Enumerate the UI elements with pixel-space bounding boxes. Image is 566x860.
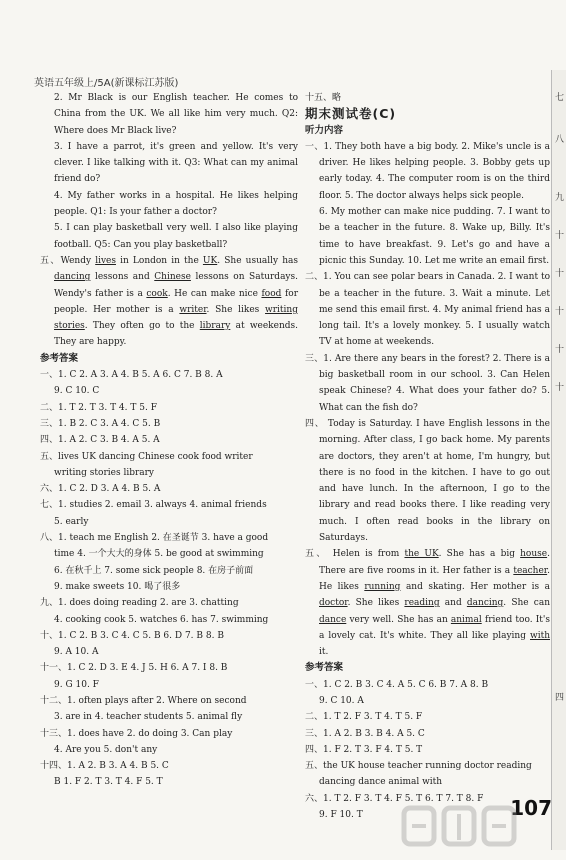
answers-title: 参考答案 bbox=[305, 662, 344, 674]
answers-title: 参考答案 bbox=[40, 352, 79, 364]
edge-char: 七 bbox=[554, 93, 564, 103]
page-number: 107 bbox=[510, 796, 552, 820]
test-title: 期末测试卷(C) bbox=[305, 106, 397, 122]
answer-line: 9. C 10. A bbox=[319, 695, 364, 706]
text-line: 6. My mother can make nice pudding. 7. I want to be a teacher in the future. 8. Wake up, Billy. It's time to have breakfast. 9. Let's go and have a picnic this Sunday. 10. Let me write an email first. bbox=[319, 207, 550, 266]
story-paragraph: 五、Wendy lives in London in the UK. She usually has dancing lessons and Chinese lessons on Saturdays. Wendy's father is a cook. He can make nice food for people. Her mother is a writer. She likes writing stories. They often go to the library at weekends. They are happy. bbox=[40, 255, 298, 348]
answer-line: 6. 在秋千上 7. some sick people 8. 在房子前面 bbox=[54, 565, 254, 576]
answer-line: 十、1. C 2. B 3. C 4. C 5. B 6. D 7. B 8. B bbox=[40, 630, 224, 641]
text-line: 4. My father works in a hospital. He likes helping people. Q1: Is your father a doctor? bbox=[54, 190, 298, 218]
answer-line: 四、1. A 2. C 3. B 4. A 5. A bbox=[40, 435, 160, 446]
answer-line: 三、1. B 2. C 3. A 4. C 5. B bbox=[40, 418, 161, 429]
answer-line: 9. A 10. A bbox=[54, 647, 99, 658]
answer-line: 9. make sweets 10. 喝了很多 bbox=[54, 581, 181, 592]
right-column bbox=[305, 90, 550, 823]
answer-line: 4. Are you 5. don't any bbox=[54, 744, 158, 755]
text-line: 十五、略 bbox=[305, 93, 342, 103]
answer-line: 八、1. teach me English 2. 在圣诞节 3. have a good bbox=[40, 533, 269, 544]
answer-line: 三、1. A 2. B 3. B 4. A 5. C bbox=[305, 728, 425, 739]
answer-line: B 1. F 2. T 3. T 4. F 5. T bbox=[54, 777, 163, 788]
answer-line: 9. G 10. F bbox=[54, 679, 99, 690]
text-line: 四、 Today is Saturday. I have English lessons in the morning. After class, I go back home. My parents are doctors, they aren't at home, I'm hungry, but there is no food in the kitchen. I have to go out and have lunch. In the afternoon, I go to the library and read books there. I like reading very much. I often read books in the library on Saturdays. bbox=[305, 418, 550, 544]
text-line: 5. I can play basketball very well. I also like playing football. Q5: Can you play basketball? bbox=[54, 223, 298, 250]
answer-line: 四、1. F 2. T 3. F 4. T 5. T bbox=[305, 744, 423, 755]
answer-line: 4. cooking cook 5. watches 6. has 7. swimming bbox=[54, 614, 269, 625]
answer-line: 9. F 10. T bbox=[319, 810, 363, 821]
story-paragraph: 五、 Helen is from the UK. She has a big house. There are five rooms in it. Her father is a teacher. He likes running and skating. Her mother is a doctor. She likes reading and dancing. She can dance very well. She has an animal friend too. It's a lovely cat. It's white. They all like playing with it. bbox=[305, 549, 550, 658]
edge-char: 十 bbox=[554, 269, 564, 279]
text-line: 二、1. You can see polar bears in Canada. 2. I want to be a teacher in the future. 3. Wait a minute. Let me send this email first. 4. My animal friend has a long tail. It's a lovely monkey. 5. I usually watch TV at home at weekends. bbox=[305, 272, 550, 348]
edge-char: 十 bbox=[554, 345, 564, 355]
answer-line: 一、1. C 2. A 3. A 4. B 5. A 6. C 7. B 8. A bbox=[40, 370, 223, 381]
answer-line: dancing dance animal with bbox=[319, 777, 443, 788]
answer-line: writing stories library bbox=[54, 467, 155, 478]
page-header: 英语五年级上/5A(新课标江苏版) bbox=[34, 78, 179, 89]
answer-line: 十一、1. C 2. D 3. E 4. J 5. H 6. A 7. I 8. B bbox=[40, 663, 228, 674]
answer-line: 二、1. T 2. T 3. T 4. T 5. F bbox=[40, 402, 157, 413]
edge-char: 十 bbox=[554, 231, 564, 241]
edge-char: 十 bbox=[554, 383, 564, 393]
answer-line: 五、lives UK dancing Chinese cook food writer bbox=[40, 451, 253, 462]
adjacent-page-edge bbox=[551, 70, 566, 850]
answer-line: 十四、1. A 2. B 3. A 4. B 5. C bbox=[40, 761, 169, 772]
edge-char: 四 bbox=[554, 693, 564, 703]
answer-line: 二、1. T 2. F 3. T 4. T 5. F bbox=[305, 712, 423, 723]
answer-line: 九、1. does doing reading 2. are 3. chatting bbox=[40, 598, 239, 609]
edge-char: 九 bbox=[554, 193, 564, 203]
text-line: 一、1. They both have a big body. 2. Mike's uncle is a driver. He likes helping people. 3. Bobby gets up early today. 4. The computer room is on the third floor. 5. The doctor always helps sick people. bbox=[305, 141, 550, 201]
left-column bbox=[40, 90, 298, 791]
answer-line: 5. early bbox=[54, 516, 89, 527]
text-line: 3. I have a parrot, it's green and yellow. It's very clever. I like talking with it. Q3: What can my animal friend do? bbox=[54, 141, 298, 185]
answer-line: 五、the UK house teacher running doctor reading bbox=[305, 761, 532, 772]
text-line: 2. Mr Black is our English teacher. He comes to China from the UK. We all like him very much. Q2: Where does Mr Black live? bbox=[54, 93, 298, 136]
edge-char: 八 bbox=[554, 135, 564, 145]
answer-line: 3. are in 4. teacher students 5. animal fly bbox=[54, 712, 243, 723]
answer-line: 9. C 10. C bbox=[54, 386, 100, 397]
answer-line: 十二、1. often plays after 2. Where on second bbox=[40, 695, 247, 706]
answer-line: 一、1. C 2. B 3. C 4. A 5. C 6. B 7. A 8. B bbox=[305, 679, 489, 690]
answer-line: 七、1. studies 2. email 3. always 4. animal friends bbox=[40, 500, 267, 511]
listening-title: 听力内容 bbox=[305, 124, 344, 136]
answer-line: 六、1. C 2. D 3. A 4. B 5. A bbox=[40, 484, 161, 495]
edge-char: 十 bbox=[554, 307, 564, 317]
text-line: 三、1. Are there any bears in the forest? 2. There is a big basketball room in our school. 3. Can Helen speak Chinese? 4. What does your father do? 5. What can the fish do? bbox=[305, 353, 550, 413]
answer-line: 六、1. T 2. F 3. T 4. F 5. T 6. T 7. T 8. F bbox=[305, 793, 484, 804]
answer-line: 十三、1. does have 2. do doing 3. Can play bbox=[40, 728, 233, 739]
answer-line: time 4. 一个大大的身体 5. be good at swimming bbox=[54, 549, 264, 560]
watermark-logo bbox=[400, 800, 550, 856]
